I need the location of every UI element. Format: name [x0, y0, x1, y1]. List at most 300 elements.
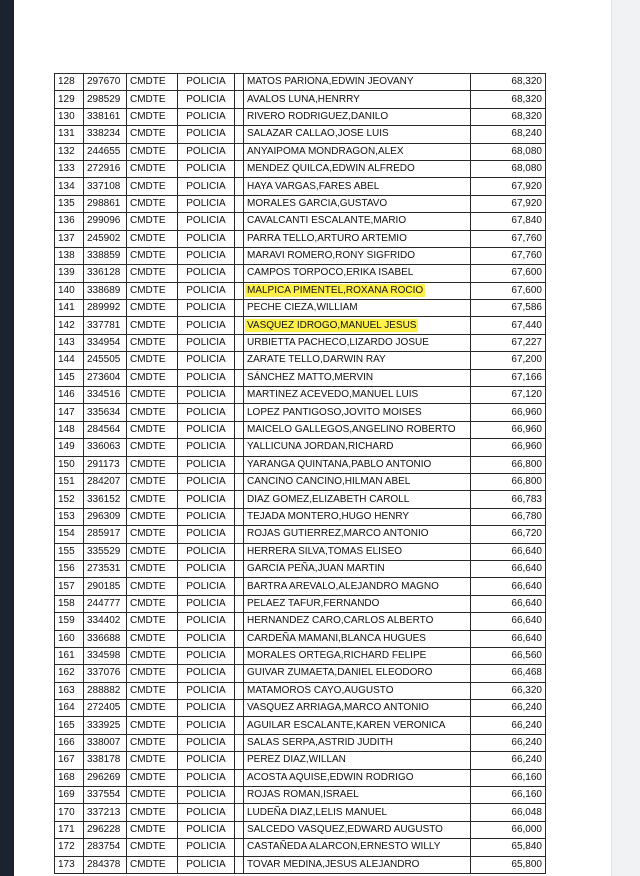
row-score-cell: 67,920 [471, 178, 546, 195]
column-separator [235, 195, 244, 212]
table-row [55, 804, 546, 821]
column-separator [235, 126, 244, 143]
row-number-cell: 172 [55, 839, 84, 856]
row-category-cell: POLICIA [178, 734, 235, 751]
row-number-cell: 133 [55, 160, 84, 177]
column-separator [235, 734, 244, 751]
row-rank-cell: CMDTE [127, 300, 178, 317]
column-separator [235, 526, 244, 543]
column-separator [235, 473, 244, 490]
row-code-cell: 336152 [84, 491, 127, 508]
row-score-cell: 68,320 [471, 91, 546, 108]
row-number-cell: 131 [55, 126, 84, 143]
row-score-cell: 66,640 [471, 613, 546, 630]
column-separator [235, 387, 244, 404]
row-name-cell: ROJAS ROMAN,ISRAEL [244, 787, 471, 804]
row-number-cell: 129 [55, 91, 84, 108]
row-rank-cell: CMDTE [127, 752, 178, 769]
column-separator [235, 543, 244, 560]
table-row [55, 526, 546, 543]
column-separator [235, 213, 244, 230]
row-code-cell: 338161 [84, 108, 127, 125]
highlighted-name: VASQUEZ IDROGO,MANUEL JESUS [247, 319, 417, 331]
row-code-cell: 298861 [84, 195, 127, 212]
row-code-cell: 244655 [84, 143, 127, 160]
column-separator [235, 630, 244, 647]
row-category-cell: POLICIA [178, 369, 235, 386]
table-row [55, 300, 546, 317]
row-score-cell: 66,720 [471, 526, 546, 543]
row-code-cell: 335529 [84, 543, 127, 560]
row-code-cell: 284564 [84, 421, 127, 438]
row-rank-cell: CMDTE [127, 700, 178, 717]
row-number-cell: 166 [55, 734, 84, 751]
row-code-cell: 296228 [84, 821, 127, 838]
row-name-cell: GARCIA PEÑA,JUAN MARTIN [244, 560, 471, 577]
row-category-cell: POLICIA [178, 473, 235, 490]
row-number-cell: 147 [55, 404, 84, 421]
table-row [55, 717, 546, 734]
table-row [55, 473, 546, 490]
column-separator [235, 91, 244, 108]
row-score-cell: 67,166 [471, 369, 546, 386]
table-row [55, 856, 546, 873]
row-rank-cell: CMDTE [127, 613, 178, 630]
row-category-cell: POLICIA [178, 630, 235, 647]
column-separator [235, 682, 244, 699]
column-separator [235, 647, 244, 664]
row-score-cell: 68,080 [471, 143, 546, 160]
row-category-cell: POLICIA [178, 560, 235, 577]
row-rank-cell: CMDTE [127, 839, 178, 856]
row-name-cell: PECHE CIEZA,WILLIAM [244, 300, 471, 317]
row-number-cell: 153 [55, 508, 84, 525]
row-name-cell: GUIVAR ZUMAETA,DANIEL ELEODORO [244, 665, 471, 682]
row-rank-cell: CMDTE [127, 665, 178, 682]
column-separator [235, 491, 244, 508]
column-separator [235, 456, 244, 473]
row-rank-cell: CMDTE [127, 178, 178, 195]
column-separator [235, 74, 244, 91]
row-number-cell: 137 [55, 230, 84, 247]
row-category-cell: POLICIA [178, 160, 235, 177]
row-name-cell: MATOS PARIONA,EDWIN JEOVANY [244, 74, 471, 91]
column-separator [235, 856, 244, 873]
table-row [55, 769, 546, 786]
table-row [55, 282, 546, 299]
row-score-cell: 66,048 [471, 804, 546, 821]
row-number-cell: 159 [55, 613, 84, 630]
row-code-cell: 336688 [84, 630, 127, 647]
row-number-cell: 134 [55, 178, 84, 195]
row-name-cell: RIVERO RODRIGUEZ,DANILO [244, 108, 471, 125]
table-row [55, 387, 546, 404]
row-code-cell: 337781 [84, 317, 127, 334]
row-name-cell: AGUILAR ESCALANTE,KAREN VERONICA [244, 717, 471, 734]
table-row [55, 595, 546, 612]
row-name-cell: YALLICUNA JORDAN,RICHARD [244, 439, 471, 456]
row-category-cell: POLICIA [178, 387, 235, 404]
row-rank-cell: CMDTE [127, 560, 178, 577]
column-separator [235, 265, 244, 282]
row-code-cell: 272916 [84, 160, 127, 177]
row-name-cell: CASTAÑEDA ALARCON,ERNESTO WILLY [244, 839, 471, 856]
row-name-cell: ANYAIPOMA MONDRAGON,ALEX [244, 143, 471, 160]
column-separator [235, 700, 244, 717]
row-name-cell: CANCINO CANCINO,HILMAN ABEL [244, 473, 471, 490]
row-rank-cell: CMDTE [127, 143, 178, 160]
row-code-cell: 337076 [84, 665, 127, 682]
row-code-cell: 337213 [84, 804, 127, 821]
table-row [55, 821, 546, 838]
row-rank-cell: CMDTE [127, 526, 178, 543]
row-name-cell: LUDEÑA DIAZ,LELIS MANUEL [244, 804, 471, 821]
row-rank-cell: CMDTE [127, 230, 178, 247]
table-row [55, 439, 546, 456]
row-name-cell: MAICELO GALLEGOS,ANGELINO ROBERTO [244, 421, 471, 438]
row-category-cell: POLICIA [178, 300, 235, 317]
row-category-cell: POLICIA [178, 804, 235, 821]
table-row [55, 230, 546, 247]
row-code-cell: 335634 [84, 404, 127, 421]
row-name-cell: PARRA TELLO,ARTURO ARTEMIO [244, 230, 471, 247]
row-number-cell: 155 [55, 543, 84, 560]
row-score-cell: 68,320 [471, 108, 546, 125]
row-number-cell: 165 [55, 717, 84, 734]
row-name-cell: ACOSTA AQUISE,EDWIN RODRIGO [244, 769, 471, 786]
table-row [55, 421, 546, 438]
row-score-cell: 66,160 [471, 787, 546, 804]
row-rank-cell: CMDTE [127, 543, 178, 560]
row-name-cell: SALAZAR CALLAO,JOSE LUIS [244, 126, 471, 143]
row-category-cell: POLICIA [178, 769, 235, 786]
row-name-cell: CAVALCANTI ESCALANTE,MARIO [244, 213, 471, 230]
row-category-cell: POLICIA [178, 717, 235, 734]
row-code-cell: 273531 [84, 560, 127, 577]
column-separator [235, 178, 244, 195]
table-row [55, 613, 546, 630]
row-name-cell: TEJADA MONTERO,HUGO HENRY [244, 508, 471, 525]
column-separator [235, 108, 244, 125]
row-number-cell: 158 [55, 595, 84, 612]
row-rank-cell: CMDTE [127, 630, 178, 647]
table-row [55, 630, 546, 647]
column-separator [235, 247, 244, 264]
row-number-cell: 168 [55, 769, 84, 786]
row-category-cell: POLICIA [178, 195, 235, 212]
column-separator [235, 508, 244, 525]
row-name-cell: HERRERA SILVA,TOMAS ELISEO [244, 543, 471, 560]
row-code-cell: 333925 [84, 717, 127, 734]
table-row [55, 178, 546, 195]
row-score-cell: 68,240 [471, 126, 546, 143]
row-code-cell: 336128 [84, 265, 127, 282]
row-rank-cell: CMDTE [127, 804, 178, 821]
row-number-cell: 139 [55, 265, 84, 282]
row-rank-cell: CMDTE [127, 508, 178, 525]
row-score-cell: 67,440 [471, 317, 546, 334]
row-number-cell: 157 [55, 578, 84, 595]
row-name-cell: VASQUEZ ARRIAGA,MARCO ANTONIO [244, 700, 471, 717]
viewer-left-panel [0, 0, 14, 876]
column-separator [235, 230, 244, 247]
row-score-cell: 66,560 [471, 647, 546, 664]
row-rank-cell: CMDTE [127, 195, 178, 212]
row-number-cell: 148 [55, 421, 84, 438]
column-separator [235, 752, 244, 769]
column-separator [235, 821, 244, 838]
column-separator [235, 352, 244, 369]
row-number-cell: 164 [55, 700, 84, 717]
row-rank-cell: CMDTE [127, 821, 178, 838]
row-number-cell: 132 [55, 143, 84, 160]
row-code-cell: 245505 [84, 352, 127, 369]
row-number-cell: 162 [55, 665, 84, 682]
row-score-cell: 66,240 [471, 717, 546, 734]
row-code-cell: 285917 [84, 526, 127, 543]
row-number-cell: 145 [55, 369, 84, 386]
row-number-cell: 163 [55, 682, 84, 699]
row-category-cell: POLICIA [178, 334, 235, 351]
row-score-cell: 67,760 [471, 230, 546, 247]
row-rank-cell: CMDTE [127, 491, 178, 508]
row-rank-cell: CMDTE [127, 352, 178, 369]
row-rank-cell: CMDTE [127, 160, 178, 177]
row-score-cell: 68,080 [471, 160, 546, 177]
row-name-cell: MARTINEZ ACEVEDO,MANUEL LUIS [244, 387, 471, 404]
row-rank-cell: CMDTE [127, 369, 178, 386]
row-code-cell: 298529 [84, 91, 127, 108]
row-code-cell: 290185 [84, 578, 127, 595]
row-number-cell: 143 [55, 334, 84, 351]
row-number-cell: 170 [55, 804, 84, 821]
table-row [55, 560, 546, 577]
row-code-cell: 297670 [84, 74, 127, 91]
row-name-cell: HERNANDEZ CARO,CARLOS ALBERTO [244, 613, 471, 630]
row-score-cell: 67,760 [471, 247, 546, 264]
table-row [55, 160, 546, 177]
table-row [55, 491, 546, 508]
column-separator [235, 804, 244, 821]
row-name-cell: MORALES GARCIA,GUSTAVO [244, 195, 471, 212]
row-rank-cell: CMDTE [127, 91, 178, 108]
column-separator [235, 769, 244, 786]
row-code-cell: 289992 [84, 300, 127, 317]
row-number-cell: 149 [55, 439, 84, 456]
row-score-cell: 65,800 [471, 856, 546, 873]
row-number-cell: 138 [55, 247, 84, 264]
row-category-cell: POLICIA [178, 665, 235, 682]
column-separator [235, 369, 244, 386]
row-rank-cell: CMDTE [127, 247, 178, 264]
row-score-cell: 66,640 [471, 595, 546, 612]
row-name-cell: CAMPOS TORPOCO,ERIKA ISABEL [244, 265, 471, 282]
row-score-cell: 67,600 [471, 282, 546, 299]
row-category-cell: POLICIA [178, 613, 235, 630]
row-name-cell: MATAMOROS CAYO,AUGUSTO [244, 682, 471, 699]
table-row [55, 404, 546, 421]
row-rank-cell: CMDTE [127, 265, 178, 282]
row-category-cell: POLICIA [178, 143, 235, 160]
row-category-cell: POLICIA [178, 213, 235, 230]
row-name-cell [244, 317, 471, 334]
table-row [55, 74, 546, 91]
row-category-cell: POLICIA [178, 595, 235, 612]
table-row [55, 682, 546, 699]
row-score-cell: 66,160 [471, 769, 546, 786]
row-code-cell: 334402 [84, 613, 127, 630]
table-row [55, 334, 546, 351]
row-name-cell: ZARATE TELLO,DARWIN RAY [244, 352, 471, 369]
row-name-cell: BARTRA AREVALO,ALEJANDRO MAGNO [244, 578, 471, 595]
row-rank-cell: CMDTE [127, 647, 178, 664]
row-code-cell: 284207 [84, 473, 127, 490]
column-separator [235, 717, 244, 734]
row-category-cell: POLICIA [178, 439, 235, 456]
table-row [55, 126, 546, 143]
table-row [55, 508, 546, 525]
column-separator [235, 334, 244, 351]
row-category-cell: POLICIA [178, 421, 235, 438]
row-rank-cell: CMDTE [127, 439, 178, 456]
table-row [55, 143, 546, 160]
row-number-cell: 152 [55, 491, 84, 508]
row-rank-cell: CMDTE [127, 734, 178, 751]
row-number-cell: 154 [55, 526, 84, 543]
table-row [55, 787, 546, 804]
row-score-cell: 66,783 [471, 491, 546, 508]
row-code-cell: 334598 [84, 647, 127, 664]
row-rank-cell: CMDTE [127, 717, 178, 734]
table-row [55, 369, 546, 386]
row-score-cell: 67,120 [471, 387, 546, 404]
row-category-cell: POLICIA [178, 317, 235, 334]
row-score-cell: 67,200 [471, 352, 546, 369]
row-category-cell: POLICIA [178, 821, 235, 838]
row-code-cell: 296309 [84, 508, 127, 525]
row-category-cell: POLICIA [178, 787, 235, 804]
column-separator [235, 143, 244, 160]
row-score-cell: 65,840 [471, 839, 546, 856]
row-score-cell: 66,960 [471, 404, 546, 421]
row-score-cell: 66,800 [471, 456, 546, 473]
row-name-cell: ROJAS GUTIERREZ,MARCO ANTONIO [244, 526, 471, 543]
column-separator [235, 839, 244, 856]
row-rank-cell: CMDTE [127, 421, 178, 438]
row-category-cell: POLICIA [178, 752, 235, 769]
row-rank-cell: CMDTE [127, 387, 178, 404]
row-rank-cell: CMDTE [127, 108, 178, 125]
table-row [55, 752, 546, 769]
row-score-cell: 67,920 [471, 195, 546, 212]
row-rank-cell: CMDTE [127, 856, 178, 873]
row-category-cell: POLICIA [178, 352, 235, 369]
row-score-cell: 66,960 [471, 421, 546, 438]
row-category-cell: POLICIA [178, 856, 235, 873]
row-category-cell: POLICIA [178, 508, 235, 525]
row-number-cell: 156 [55, 560, 84, 577]
row-number-cell: 169 [55, 787, 84, 804]
table-row [55, 247, 546, 264]
column-separator [235, 560, 244, 577]
row-code-cell: 283754 [84, 839, 127, 856]
row-score-cell: 67,227 [471, 334, 546, 351]
column-separator [235, 160, 244, 177]
row-name-cell: LOPEZ PANTIGOSO,JOVITO MOISES [244, 404, 471, 421]
row-number-cell: 128 [55, 74, 84, 91]
highlighted-name: MALPICA PIMENTEL,ROXANA ROCIO [247, 284, 424, 296]
row-category-cell: POLICIA [178, 108, 235, 125]
row-category-cell: POLICIA [178, 543, 235, 560]
row-category-cell: POLICIA [178, 682, 235, 699]
row-category-cell: POLICIA [178, 647, 235, 664]
row-rank-cell: CMDTE [127, 74, 178, 91]
table-row [55, 700, 546, 717]
row-score-cell: 66,780 [471, 508, 546, 525]
row-code-cell: 272405 [84, 700, 127, 717]
row-category-cell: POLICIA [178, 282, 235, 299]
row-rank-cell: CMDTE [127, 578, 178, 595]
row-score-cell: 66,800 [471, 473, 546, 490]
ranking-table [54, 73, 546, 874]
row-rank-cell: CMDTE [127, 473, 178, 490]
row-rank-cell: CMDTE [127, 682, 178, 699]
row-category-cell: POLICIA [178, 247, 235, 264]
row-category-cell: POLICIA [178, 456, 235, 473]
column-separator [235, 578, 244, 595]
row-score-cell: 66,960 [471, 439, 546, 456]
row-number-cell: 161 [55, 647, 84, 664]
row-number-cell: 167 [55, 752, 84, 769]
row-score-cell: 66,000 [471, 821, 546, 838]
row-number-cell: 141 [55, 300, 84, 317]
viewer-scrollbar[interactable] [611, 0, 640, 876]
row-category-cell: POLICIA [178, 700, 235, 717]
table-row [55, 839, 546, 856]
row-code-cell: 273604 [84, 369, 127, 386]
row-score-cell: 68,320 [471, 74, 546, 91]
row-name-cell: SALAS SERPA,ASTRID JUDITH [244, 734, 471, 751]
column-separator [235, 787, 244, 804]
row-category-cell: POLICIA [178, 126, 235, 143]
row-code-cell: 245902 [84, 230, 127, 247]
table-row [55, 647, 546, 664]
row-rank-cell: CMDTE [127, 282, 178, 299]
row-category-cell: POLICIA [178, 265, 235, 282]
row-code-cell: 338007 [84, 734, 127, 751]
ranking-table-body [55, 74, 546, 874]
row-number-cell: 146 [55, 387, 84, 404]
row-name-cell: DIAZ GOMEZ,ELIZABETH CAROLL [244, 491, 471, 508]
row-rank-cell: CMDTE [127, 213, 178, 230]
row-rank-cell: CMDTE [127, 334, 178, 351]
row-rank-cell: CMDTE [127, 317, 178, 334]
row-code-cell: 338234 [84, 126, 127, 143]
row-code-cell: 336063 [84, 439, 127, 456]
row-code-cell: 299096 [84, 213, 127, 230]
column-separator [235, 300, 244, 317]
row-category-cell: POLICIA [178, 404, 235, 421]
row-number-cell: 173 [55, 856, 84, 873]
row-name-cell: SÁNCHEZ MATTO,MERVIN [244, 369, 471, 386]
row-code-cell: 338689 [84, 282, 127, 299]
row-category-cell: POLICIA [178, 839, 235, 856]
row-score-cell: 66,640 [471, 578, 546, 595]
column-separator [235, 421, 244, 438]
column-separator [235, 317, 244, 334]
row-name-cell: MENDEZ QUILCA,EDWIN ALFREDO [244, 160, 471, 177]
row-code-cell: 284378 [84, 856, 127, 873]
